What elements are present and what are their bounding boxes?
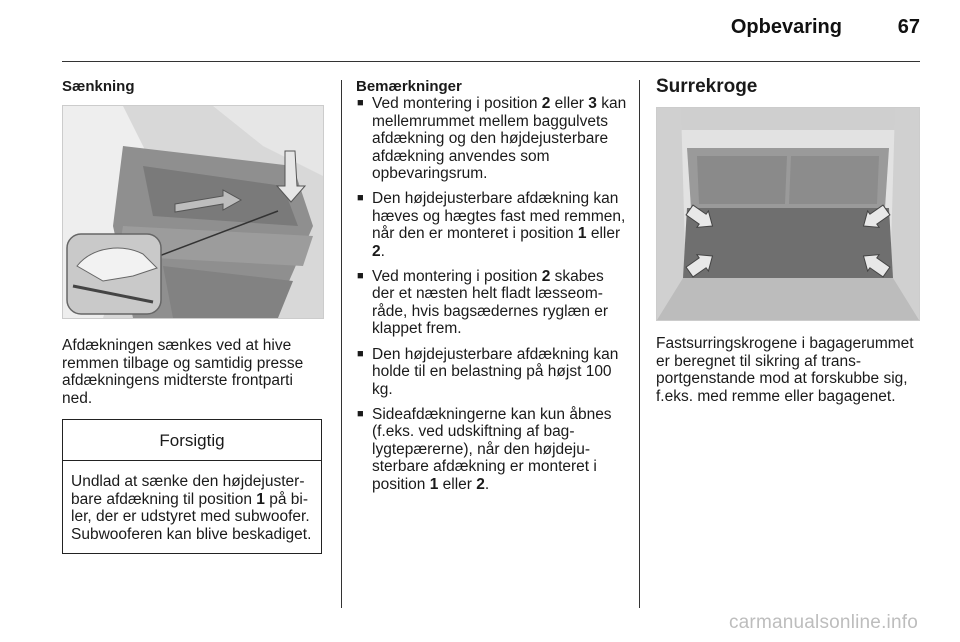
column-left (62, 78, 324, 554)
note-text: eller (438, 475, 477, 493)
note-text: eller (550, 95, 589, 113)
bullet-icon: ■ (357, 270, 364, 283)
note-bold: 2 (372, 242, 381, 260)
header-divider (62, 61, 920, 62)
lashing-eyes-illustration-svg (657, 108, 919, 320)
bullet-icon: ■ (357, 407, 364, 420)
list-item (356, 268, 628, 338)
list-item (356, 406, 628, 493)
list-item (356, 190, 628, 260)
bullet-icon: ■ (357, 192, 364, 205)
note-text: Den højdejusterbare afdækning kan holde til en belastning på højst 100 kg. (372, 345, 619, 398)
note-text: . (380, 242, 385, 260)
lashing-eyes-illustration (656, 107, 920, 321)
list-item (356, 346, 628, 398)
note-text: . (484, 475, 490, 493)
note-bold: 1 (577, 225, 587, 243)
caution-text-part: Undlad at sænke den højdejusterbare afdækning til position (71, 473, 305, 508)
list-item (356, 95, 628, 182)
note-text: Sideafdækningerne kan kun åbnes (f.eks. ved udskiftning af baglygtepærerne), når den højdejusterbare afdækning er monteret i position (372, 405, 612, 493)
lowering-illustration (62, 105, 324, 319)
note-text: eller (586, 225, 621, 243)
caution-title: Forsigtig (63, 420, 321, 461)
column-middle (356, 78, 628, 501)
note-text: kan mellemrummet mellem baggulvets afdækning og den højdejusterbare afdækning anvendes som opbevaringsrum. (372, 95, 627, 183)
note-bold: 2 (541, 95, 551, 113)
page-title: Opbevaring (730, 16, 842, 38)
lowering-illustration-svg (63, 106, 323, 318)
section-label: Sænkning (62, 78, 135, 95)
notes-title: Bemærkninger (356, 78, 462, 95)
notes-list (356, 95, 628, 493)
column-divider (639, 80, 640, 608)
bullet-icon: ■ (357, 97, 364, 110)
note-text: Den højdejusterbare afdækning kan hæves og hægtes fast med remmen, når den er monteret i position (372, 190, 626, 243)
caution-text (63, 461, 321, 553)
column-divider (341, 80, 342, 608)
note-bold: 2 (476, 475, 485, 493)
watermark: carmanualsonline.info (728, 612, 918, 633)
section-heading: Surrekroge (656, 76, 758, 97)
note-text: skabes der et næsten helt fladt læsseområde, hvis bagsædernes ryglæn er klappet frem. (372, 268, 609, 338)
caution-text-part: på biler, der er udstyret med subwoofer. Subwooferen kan blive beskadiget. (71, 490, 312, 543)
bullet-icon: ■ (357, 347, 364, 360)
lashing-eyes-text: Fastsurringskrogene i bagagerummet er beregnet til sikring af transportgenstande mod at forskubbe sig, f.eks. med remme eller bagagenet. (656, 335, 914, 405)
note-text: Ved montering i position (372, 95, 542, 113)
note-bold: 2 (541, 268, 551, 286)
note-bold: 1 (429, 475, 439, 493)
note-text: Ved montering i position (372, 268, 542, 286)
lowering-instructions: Afdækningen sænkes ved at hive remmen tilbage og samtidig presse afdækningens midterste frontparti ned. (62, 337, 304, 407)
caution-box (62, 419, 322, 554)
column-right (656, 78, 921, 405)
note-bold: 3 (588, 95, 597, 113)
page-number: 67 (897, 16, 920, 38)
caution-position-number: 1 (256, 490, 265, 508)
